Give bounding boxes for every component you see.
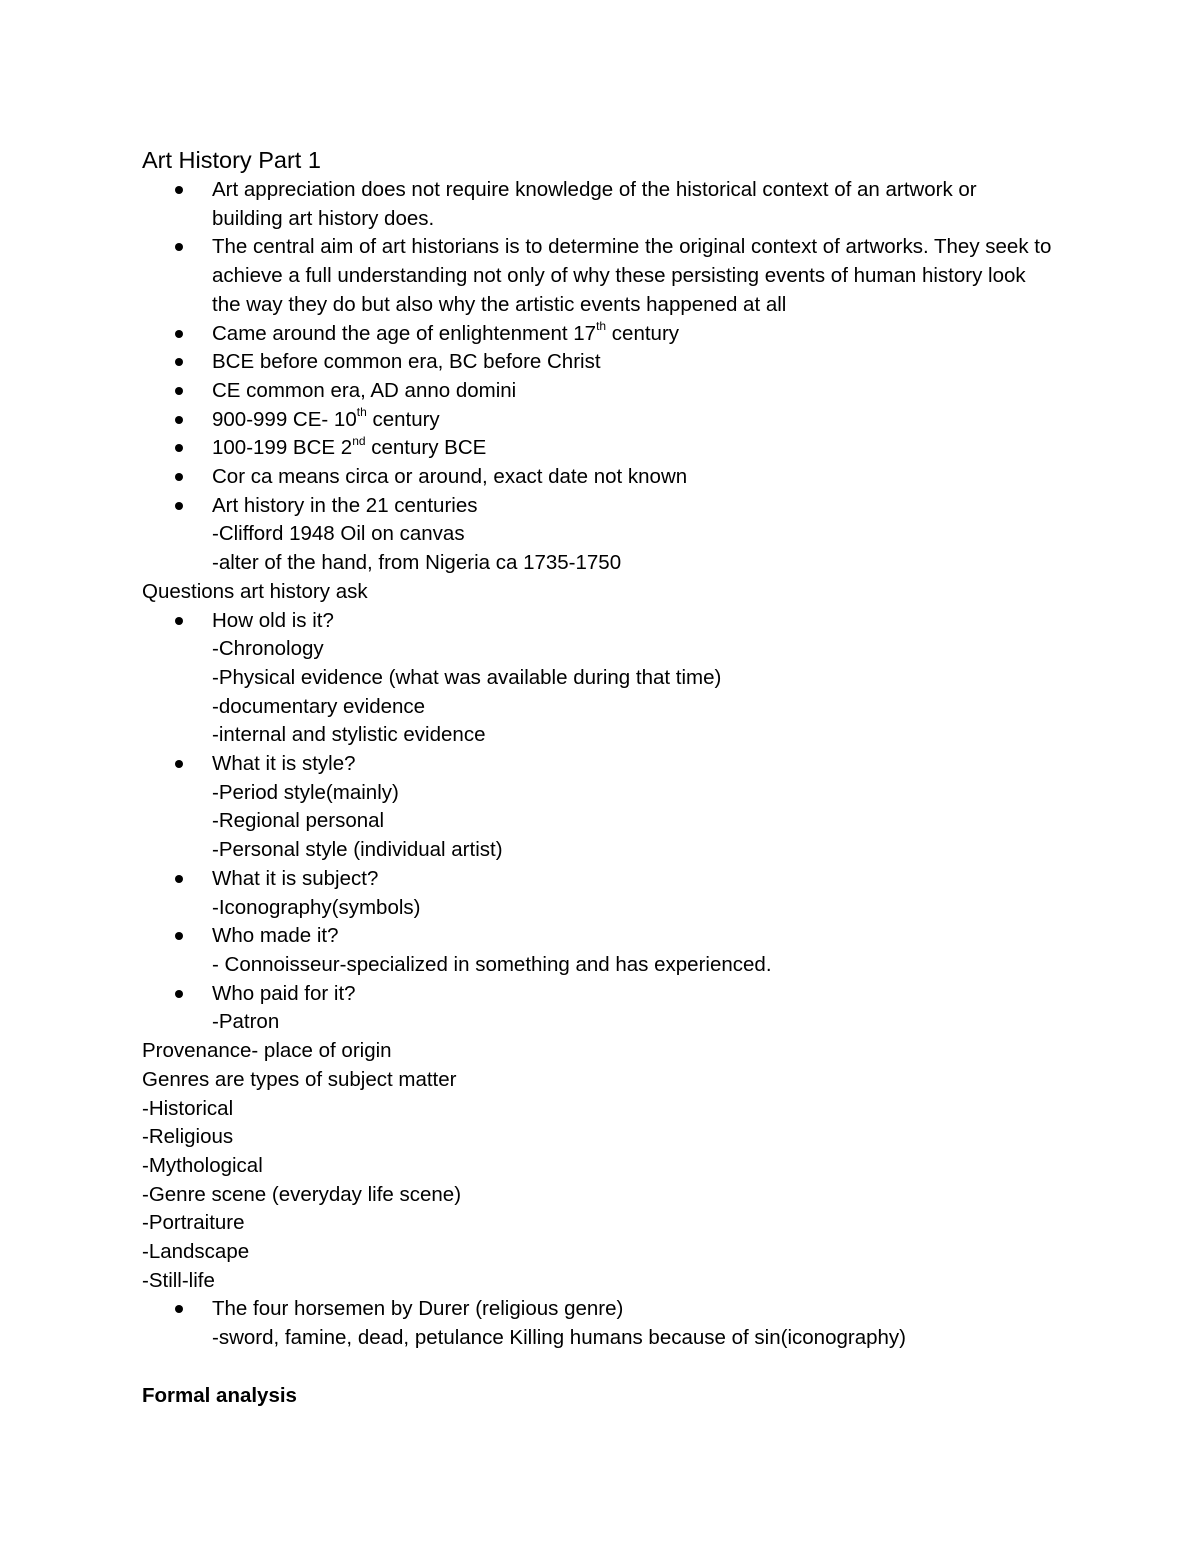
bullet-icon	[175, 1305, 183, 1313]
sub-item: -Personal style (individual artist)	[212, 838, 503, 862]
sub-item: -Patron	[212, 1010, 280, 1034]
bullet-icon	[175, 358, 183, 366]
bullet-icon	[175, 617, 183, 625]
text-line: Provenance- place of origin	[142, 1039, 392, 1063]
item-text: 100-199 BCE 2	[212, 436, 353, 460]
item-text-tail: century	[366, 407, 440, 431]
list-item-text	[212, 980, 1052, 1009]
list-item	[142, 463, 1052, 492]
list-item	[142, 434, 1052, 463]
bullet-icon	[175, 875, 183, 883]
bullet-icon	[175, 502, 183, 510]
list-item	[142, 320, 1052, 349]
sub-item: -internal and stylistic evidence	[212, 723, 486, 747]
item-text: What it is subject?	[212, 866, 379, 890]
sub-item: -Period style(mainly)	[212, 780, 399, 804]
list-item-text	[212, 492, 1052, 521]
list-item-text	[212, 750, 1052, 779]
genre-example-list	[142, 1295, 1052, 1352]
questions-heading: Questions art history ask	[142, 579, 368, 603]
bullet-icon	[175, 330, 183, 338]
list-item	[142, 176, 1052, 233]
bullet-icon	[175, 387, 183, 395]
document-content	[142, 144, 1052, 1410]
item-text: The central aim of art historians is to determine the original context of artworks. They seek to achieve a full understanding not only of why these persisting events of human history look the way they do but also why the artistic events happened at all	[212, 235, 1052, 316]
intro-list	[142, 176, 1052, 578]
page-title: Art History Part 1	[142, 147, 321, 173]
list-item-text	[212, 865, 1052, 894]
plain-lines	[142, 1037, 1052, 1295]
list-item-text	[212, 1295, 1052, 1324]
list-item	[142, 607, 1052, 751]
list-item-text	[212, 348, 1052, 377]
item-text: How old is it?	[212, 608, 334, 632]
item-text-tail: century BCE	[365, 436, 487, 460]
sub-item: -Physical evidence (what was available during that time)	[212, 665, 722, 689]
sub-item: -Clifford 1948 Oil on canvas	[212, 522, 465, 546]
list-item-text	[212, 233, 1052, 319]
bullet-icon	[175, 990, 183, 998]
list-item	[142, 1295, 1052, 1352]
bullet-icon	[175, 444, 183, 452]
superscript: nd	[352, 433, 366, 448]
list-item	[142, 377, 1052, 406]
formal-analysis-heading: Formal analysis	[142, 1383, 297, 1407]
list-item-text	[212, 406, 1052, 435]
list-item-text	[212, 377, 1052, 406]
item-text: Cor ca means circa or around, exact date not known	[212, 465, 688, 489]
questions-list	[142, 607, 1052, 1038]
text-line: -Mythological	[142, 1153, 263, 1177]
item-text: The four horsemen by Durer (religious genre)	[212, 1297, 624, 1321]
list-item	[142, 922, 1052, 979]
text-line: -Portraiture	[142, 1211, 245, 1235]
bullet-icon	[175, 760, 183, 768]
sub-item: -documentary evidence	[212, 694, 426, 718]
item-text: CE common era, AD anno domini	[212, 378, 517, 402]
list-item-text	[212, 320, 1052, 349]
superscript: th	[596, 318, 607, 333]
bullet-icon	[175, 473, 183, 481]
item-text: Art appreciation does not require knowledge of the historical context of an artwork or building art history does.	[212, 178, 977, 230]
superscript: th	[356, 404, 367, 419]
item-text: Who made it?	[212, 924, 339, 948]
list-item-text	[212, 607, 1052, 636]
sub-item: -sword, famine, dead, petulance Killing humans because of sin(iconography)	[212, 1326, 906, 1350]
list-item	[142, 233, 1052, 319]
sub-item: - Connoisseur-specialized in something and has experienced.	[212, 952, 772, 976]
item-text: What it is style?	[212, 752, 356, 776]
bullet-icon	[175, 186, 183, 194]
sub-item: -Regional personal	[212, 809, 385, 833]
bullet-icon	[175, 416, 183, 424]
bullet-icon	[175, 932, 183, 940]
item-text: 900-999 CE- 10	[212, 407, 357, 431]
text-line: -Religious	[142, 1125, 234, 1149]
list-item	[142, 980, 1052, 1037]
list-item-text	[212, 434, 1052, 463]
item-text: Art history in the 21 centuries	[212, 493, 478, 517]
list-item-text	[212, 176, 1052, 233]
list-item	[142, 492, 1052, 578]
list-item	[142, 750, 1052, 865]
item-text: BCE before common era, BC before Christ	[212, 350, 601, 374]
blank-line	[142, 1353, 1052, 1382]
text-line: -Still-life	[142, 1268, 215, 1292]
bullet-icon	[175, 243, 183, 251]
text-line: -Landscape	[142, 1240, 250, 1264]
text-line: Genres are types of subject matter	[142, 1067, 457, 1091]
list-item-text	[212, 922, 1052, 951]
item-text: Came around the age of enlightenment 17	[212, 321, 597, 345]
list-item	[142, 406, 1052, 435]
sub-item: -alter of the hand, from Nigeria ca 1735-1750	[212, 551, 622, 575]
sub-item: -Chronology	[212, 637, 324, 661]
text-line: -Genre scene (everyday life scene)	[142, 1182, 462, 1206]
item-text-tail: century	[606, 321, 680, 345]
list-item	[142, 348, 1052, 377]
item-text: Who paid for it?	[212, 981, 356, 1005]
sub-item: -Iconography(symbols)	[212, 895, 421, 919]
text-line: -Historical	[142, 1096, 234, 1120]
list-item-text	[212, 463, 1052, 492]
list-item	[142, 865, 1052, 922]
